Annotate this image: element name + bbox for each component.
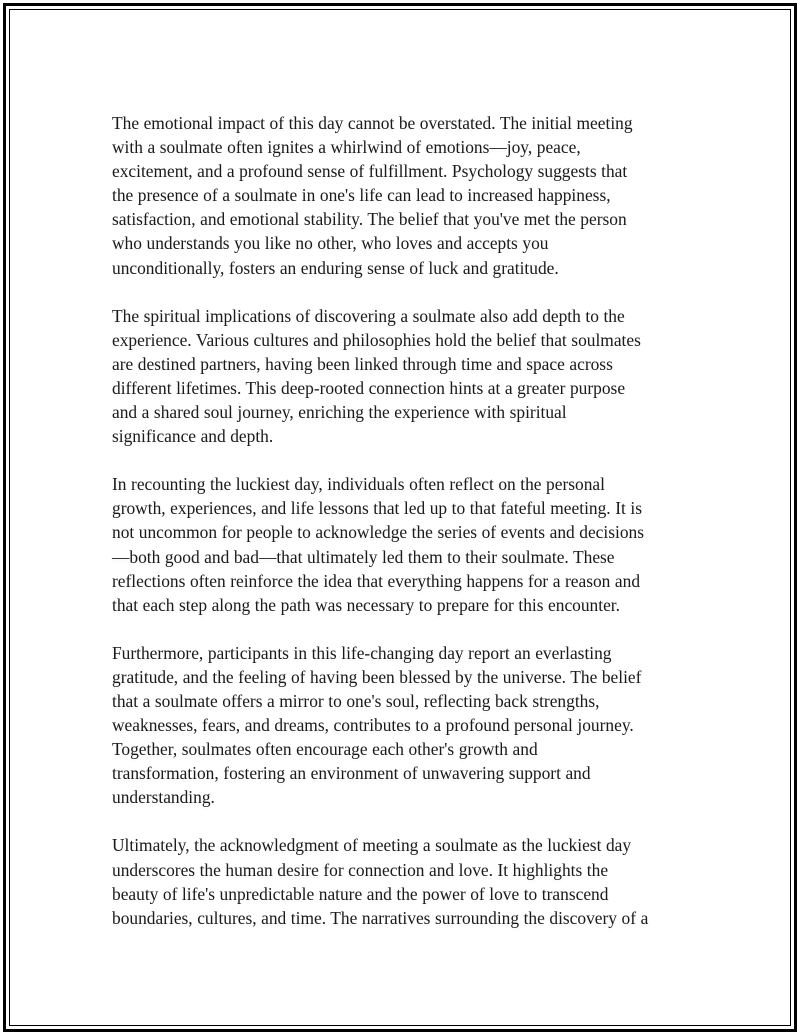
paragraph-emotional-impact xyxy=(112,111,684,280)
text-line: Ultimately, the acknowledgment of meeting a soulmate as the luckiest day xyxy=(112,835,632,856)
text-line: beauty of life's unpredictable nature and the power of love to transcend xyxy=(112,883,609,904)
text-line: underscores the human desire for connection and love. It highlights the xyxy=(112,859,609,880)
paragraph-ultimately xyxy=(112,833,684,929)
text-line: with a soulmate often ignites a whirlwind of emotions—joy, peace, xyxy=(112,137,581,158)
text-line: not uncommon for people to acknowledge the series of events and decisions xyxy=(112,522,644,543)
text-line: reflections often reinforce the idea that everything happens for a reason and xyxy=(112,570,641,591)
text-line: satisfaction, and emotional stability. The belief that you've met the person xyxy=(112,209,627,230)
text-line: that each step along the path was necessary to prepare for this encounter. xyxy=(112,594,620,615)
paragraph-recounting xyxy=(112,472,684,617)
paragraph-furthermore xyxy=(112,641,684,810)
document-body xyxy=(112,111,684,954)
text-line: gratitude, and the feeling of having been blessed by the universe. The belief xyxy=(112,666,642,687)
paragraph-spiritual-implications xyxy=(112,304,684,449)
text-line: that a soulmate offers a mirror to one's soul, reflecting back strengths, xyxy=(112,690,600,711)
text-line: Furthermore, participants in this life-changing day report an everlasting xyxy=(112,642,612,663)
text-line: In recounting the luckiest day, individuals often reflect on the personal xyxy=(112,474,605,495)
text-line: boundaries, cultures, and time. The narratives surrounding the discovery of a xyxy=(112,907,649,928)
text-line: transformation, fostering an environment of unwavering support and xyxy=(112,763,591,784)
text-line: who understands you like no other, who loves and accepts you xyxy=(112,233,549,254)
text-line: experience. Various cultures and philosophies hold the belief that soulmates xyxy=(112,329,641,350)
text-line: growth, experiences, and life lessons that led up to that fateful meeting. It is xyxy=(112,498,642,519)
text-line: unconditionally, fosters an enduring sense of luck and gratitude. xyxy=(112,257,559,278)
text-line: different lifetimes. This deep-rooted connection hints at a greater purpose xyxy=(112,377,626,398)
text-line: excitement, and a profound sense of fulfillment. Psychology suggests that xyxy=(112,161,628,182)
text-line: Together, soulmates often encourage each other's growth and xyxy=(112,739,538,760)
text-line: significance and depth. xyxy=(112,426,274,447)
text-line: are destined partners, having been linked through time and space across xyxy=(112,353,613,374)
text-line: The emotional impact of this day cannot be overstated. The initial meeting xyxy=(112,113,633,133)
text-line: understanding. xyxy=(112,787,215,808)
text-line: the presence of a soulmate in one's life can lead to increased happiness, xyxy=(112,185,611,206)
text-line: —both good and bad—that ultimately led them to their soulmate. These xyxy=(112,546,615,567)
text-line: and a shared soul journey, enriching the experience with spiritual xyxy=(112,402,567,423)
text-line: The spiritual implications of discovering a soulmate also add depth to the xyxy=(112,305,625,326)
text-line: weaknesses, fears, and dreams, contributes to a profound personal journey. xyxy=(112,715,634,736)
